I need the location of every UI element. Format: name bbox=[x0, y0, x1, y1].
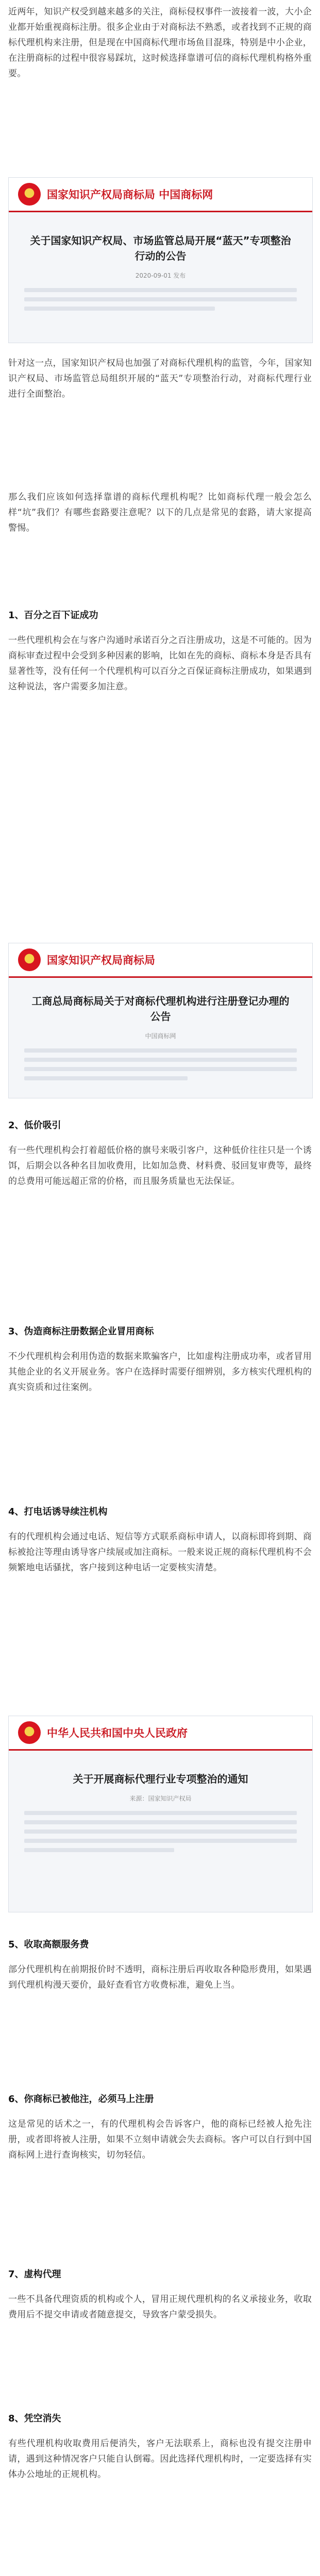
gov-site-title: 国家知识产权局商标局 中国商标网 bbox=[47, 188, 213, 201]
notice-meta: 中国商标网 bbox=[145, 1032, 176, 1040]
section-7-heading: 7、虚构代理 bbox=[8, 2269, 61, 2280]
gov-header-bar bbox=[9, 178, 312, 212]
section-8-heading: 8、凭空消失 bbox=[8, 2413, 61, 2424]
national-emblem-icon bbox=[18, 948, 41, 971]
section-3-heading: 3、伪造商标注册数据企业冒用商标 bbox=[8, 1326, 154, 1337]
section-8-text: 有些代理机构收取费用后便消失，客户无法联系上，商标也没有提交注册申请，遇到这种情况客户只能自认倒霉。因此选择代理机构时，一定要选择有实体办公地址的正规机构。 bbox=[8, 2438, 312, 2480]
intro-paragraph-2: 针对这一点，国家知识产权局也加强了对商标代理机构的监管，今年，国家知识产权局、市场监管总局组织开展的“蓝天”专项整治行动，对商标代理行业进行全面整治。 bbox=[8, 358, 312, 399]
notice-meta: 2020-09-01 发布 bbox=[135, 272, 186, 279]
section-3-text: 不少代理机构会利用伪造的数据来欺骗客户，比如虚构注册成功率，或者冒用其他企业的名义开展业务。客户在选择时需要仔细辨别，多方核实代理机构的真实资质和过往案例。 bbox=[8, 1351, 312, 1393]
crying-cartoon-meme-image bbox=[75, 2571, 245, 2576]
notice-title: 工商总局商标局关于对商标代理机构进行注册登记办理的公告 bbox=[31, 995, 290, 1023]
notice-body bbox=[24, 288, 297, 311]
national-emblem-icon bbox=[18, 183, 41, 206]
section-4-heading: 4、打电话诱导续注机构 bbox=[8, 1506, 108, 1517]
intro-paragraph-1: 近两年，知识产权受到越来越多的关注，商标侵权事件一波接着一波，大小企业都开始重视商标注册。很多企业由于对商标法不熟悉，或者找到不正规的商标代理机构来注册，但是现在中国商标代理市场鱼目混珠，特别是中小企业，在注册商标的过程中很容易踩坑，这时候选择靠谱可信的商标代理机构格外重要。 bbox=[8, 7, 312, 79]
section-7-text: 一些不具备代理资质的机构或个人，冒用正规代理机构的名义承接业务，收取费用后不提交申请或者随意提交，导致客户蒙受损失。 bbox=[8, 2294, 312, 2320]
section-1-text: 一些代理机构会在与客户沟通时承诺百分之百注册成功，这是不可能的。因为商标审查过程中会受到多种因素的影响，比如在先的商标、商标本身是否具有显著性等，没有任何一个代理机构可以百分之百保证商标注册成功，如果遇到这种说法，客户需要多加注意。 bbox=[8, 635, 312, 692]
screenshot-gov-notice-3 bbox=[8, 1716, 313, 1912]
question-paragraph: 那么我们应该如何选择靠谱的商标代理机构呢？比如商标代理一般会怎么样“坑”我们？有哪些套路要注意呢？以下的几点是常见的套路，请大家提高警惕。 bbox=[8, 492, 312, 533]
section-6-text: 这是常见的话术之一，有的代理机构会告诉客户，他的商标已经被人抢先注册，或者即将被人注册，如果不立刻申请就会失去商标。客户可以自行到中国商标网上进行查询核实，切勿轻信。 bbox=[8, 2119, 312, 2160]
gov-header-bar bbox=[9, 1716, 312, 1751]
screenshot-gov-notice-1 bbox=[8, 177, 313, 343]
section-5-heading: 5、收取高额服务费 bbox=[8, 1939, 89, 1950]
screenshot-gov-notice-2 bbox=[8, 943, 313, 1098]
notice-meta: 来源：国家知识产权局 bbox=[129, 1795, 192, 1802]
section-6-heading: 6、你商标已被他注，必须马上注册 bbox=[8, 2094, 154, 2105]
section-2-text: 有一些代理机构会打着超低价格的旗号来吸引客户，这种低价往往只是一个诱饵，后期会以各种名目加收费用，比如加急费、材料费、驳回复审费等，最终的总费用可能远超正常的价格，而且服务质量也无法保证。 bbox=[8, 1145, 312, 1187]
notice-body bbox=[24, 1811, 297, 1852]
notice-title: 关于开展商标代理行业专项整治的通知 bbox=[73, 1773, 248, 1785]
section-2-heading: 2、低价吸引 bbox=[8, 1120, 61, 1131]
section-1-heading: 1、百分之百下证成功 bbox=[8, 610, 98, 621]
section-4-text: 有的代理机构会通过电话、短信等方式联系商标申请人，以商标即将到期、商标被抢注等理由诱导客户续展或加注商标。一般来说正规的商标代理机构不会频繁地电话骚扰，客户接到这种电话一定要核实清楚。 bbox=[8, 1532, 312, 1573]
notice-title: 关于国家知识产权局、市场监管总局开展“蓝天”专项整治行动的公告 bbox=[30, 234, 291, 262]
section-5-text: 部分代理机构在前期报价时不透明，商标注册后再收取各种隐形费用，如果遇到代理机构漫天要价，最好查看官方收费标准，避免上当。 bbox=[8, 1964, 312, 1990]
gov-site-title: 国家知识产权局商标局 bbox=[47, 954, 155, 967]
notice-body bbox=[24, 1048, 297, 1080]
gov-site-title: 中华人民共和国中央人民政府 bbox=[47, 1726, 188, 1739]
national-emblem-icon bbox=[18, 1721, 41, 1744]
gov-header-bar bbox=[9, 943, 312, 978]
